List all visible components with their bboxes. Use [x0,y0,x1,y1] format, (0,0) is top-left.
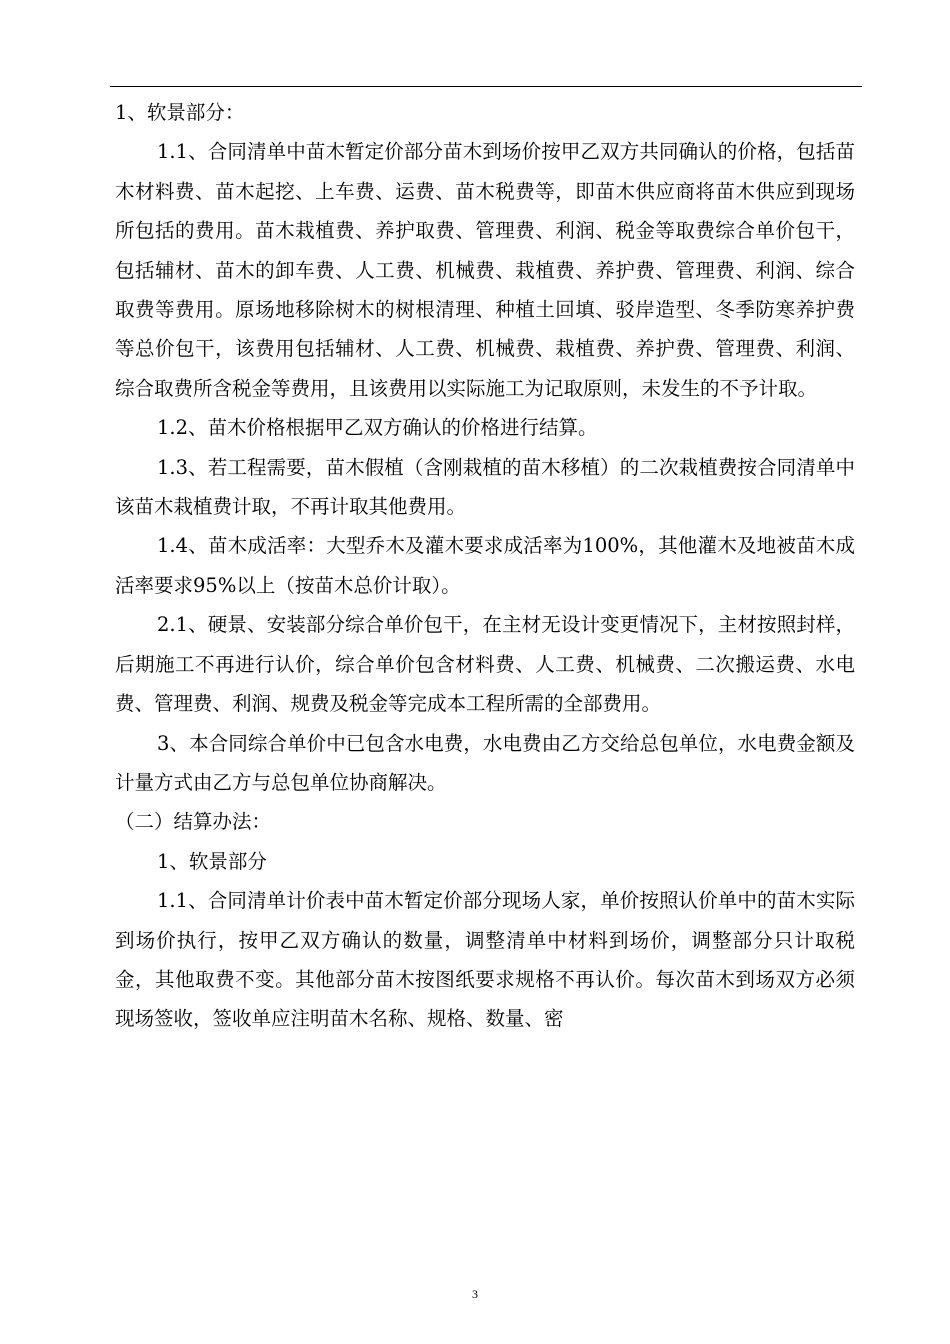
paragraph-1-1: 1.1、合同清单中苗木暂定价部分苗木到场价按甲乙双方共同确认的价格，包括苗木材料费、苗木起挖、上车费、运费、苗木税费等，即苗木供应商将苗木供应到现场所包括的费用。苗木栽植费、养护取费、管理费、利润、税金等取费综合单价包干，包括辅材、苗木的卸车费、人工费、机械费、栽植费、养护费、管理费、利润、综合取费等费用。原场地移除树木的树根清理、种植土回填、驳岸造型、冬季防寒养护费等总价包干，该费用包括辅材、人工费、机械费、栽植费、养护费、管理费、利润、综合取费所含税金等费用，且该费用以实际施工为记取原则，未发生的不予计取。 [115,140,855,400]
paragraph-1-2: 1.2、苗木价格根据甲乙双方确认的价格进行结算。 [157,416,598,440]
paragraph-1-4: 1.4、苗木成活率：大型乔木及灌木要求成活率为100%，其他灌木及地被苗木成活率要求95%以上（按苗木总价计取）。 [115,534,855,597]
section-heading-settlement: （二）结算办法： [115,810,272,834]
header-rule [110,86,862,87]
page-number: 3 [472,1287,478,1301]
document-body [115,93,855,1039]
section-heading-softscape: 1、软景部分： [115,101,245,124]
paragraph-3: 3、本合同综合单价中已包含水电费，水电费由乙方交给总包单位，水电费金额及计量方式由乙方与总包单位协商解决。 [115,731,855,794]
subheading-softscape: 1、软景部分 [157,849,267,873]
paragraph-2-1: 2.1、硬景、安装部分综合单价包干，在主材无设计变更情况下，主材按照封样，后期施工不再进行认价，综合单价包含材料费、人工费、机械费、二次搬运费、水电费、管理费、利润、规费及税金等完成本工程所需的全部费用。 [115,613,855,716]
paragraph-1-3: 1.3、若工程需要，苗木假植（含刚栽植的苗木移植）的二次栽植费按合同清单中该苗木栽植费计取，不再计取其他费用。 [115,455,855,519]
paragraph-settlement-1-1: 1.1、合同清单计价表中苗木暂定价部分现场人家，单价按照认价单中的苗木实际到场价执行，按甲乙双方确认的数量，调整清单中材料到场价，调整部分只计取税金，其他取费不变。其他部分苗木按图纸要求规格不再认价。每次苗木到场双方必须现场签收，签收单应注明苗木名称、规格、数量、密 [115,889,855,1031]
